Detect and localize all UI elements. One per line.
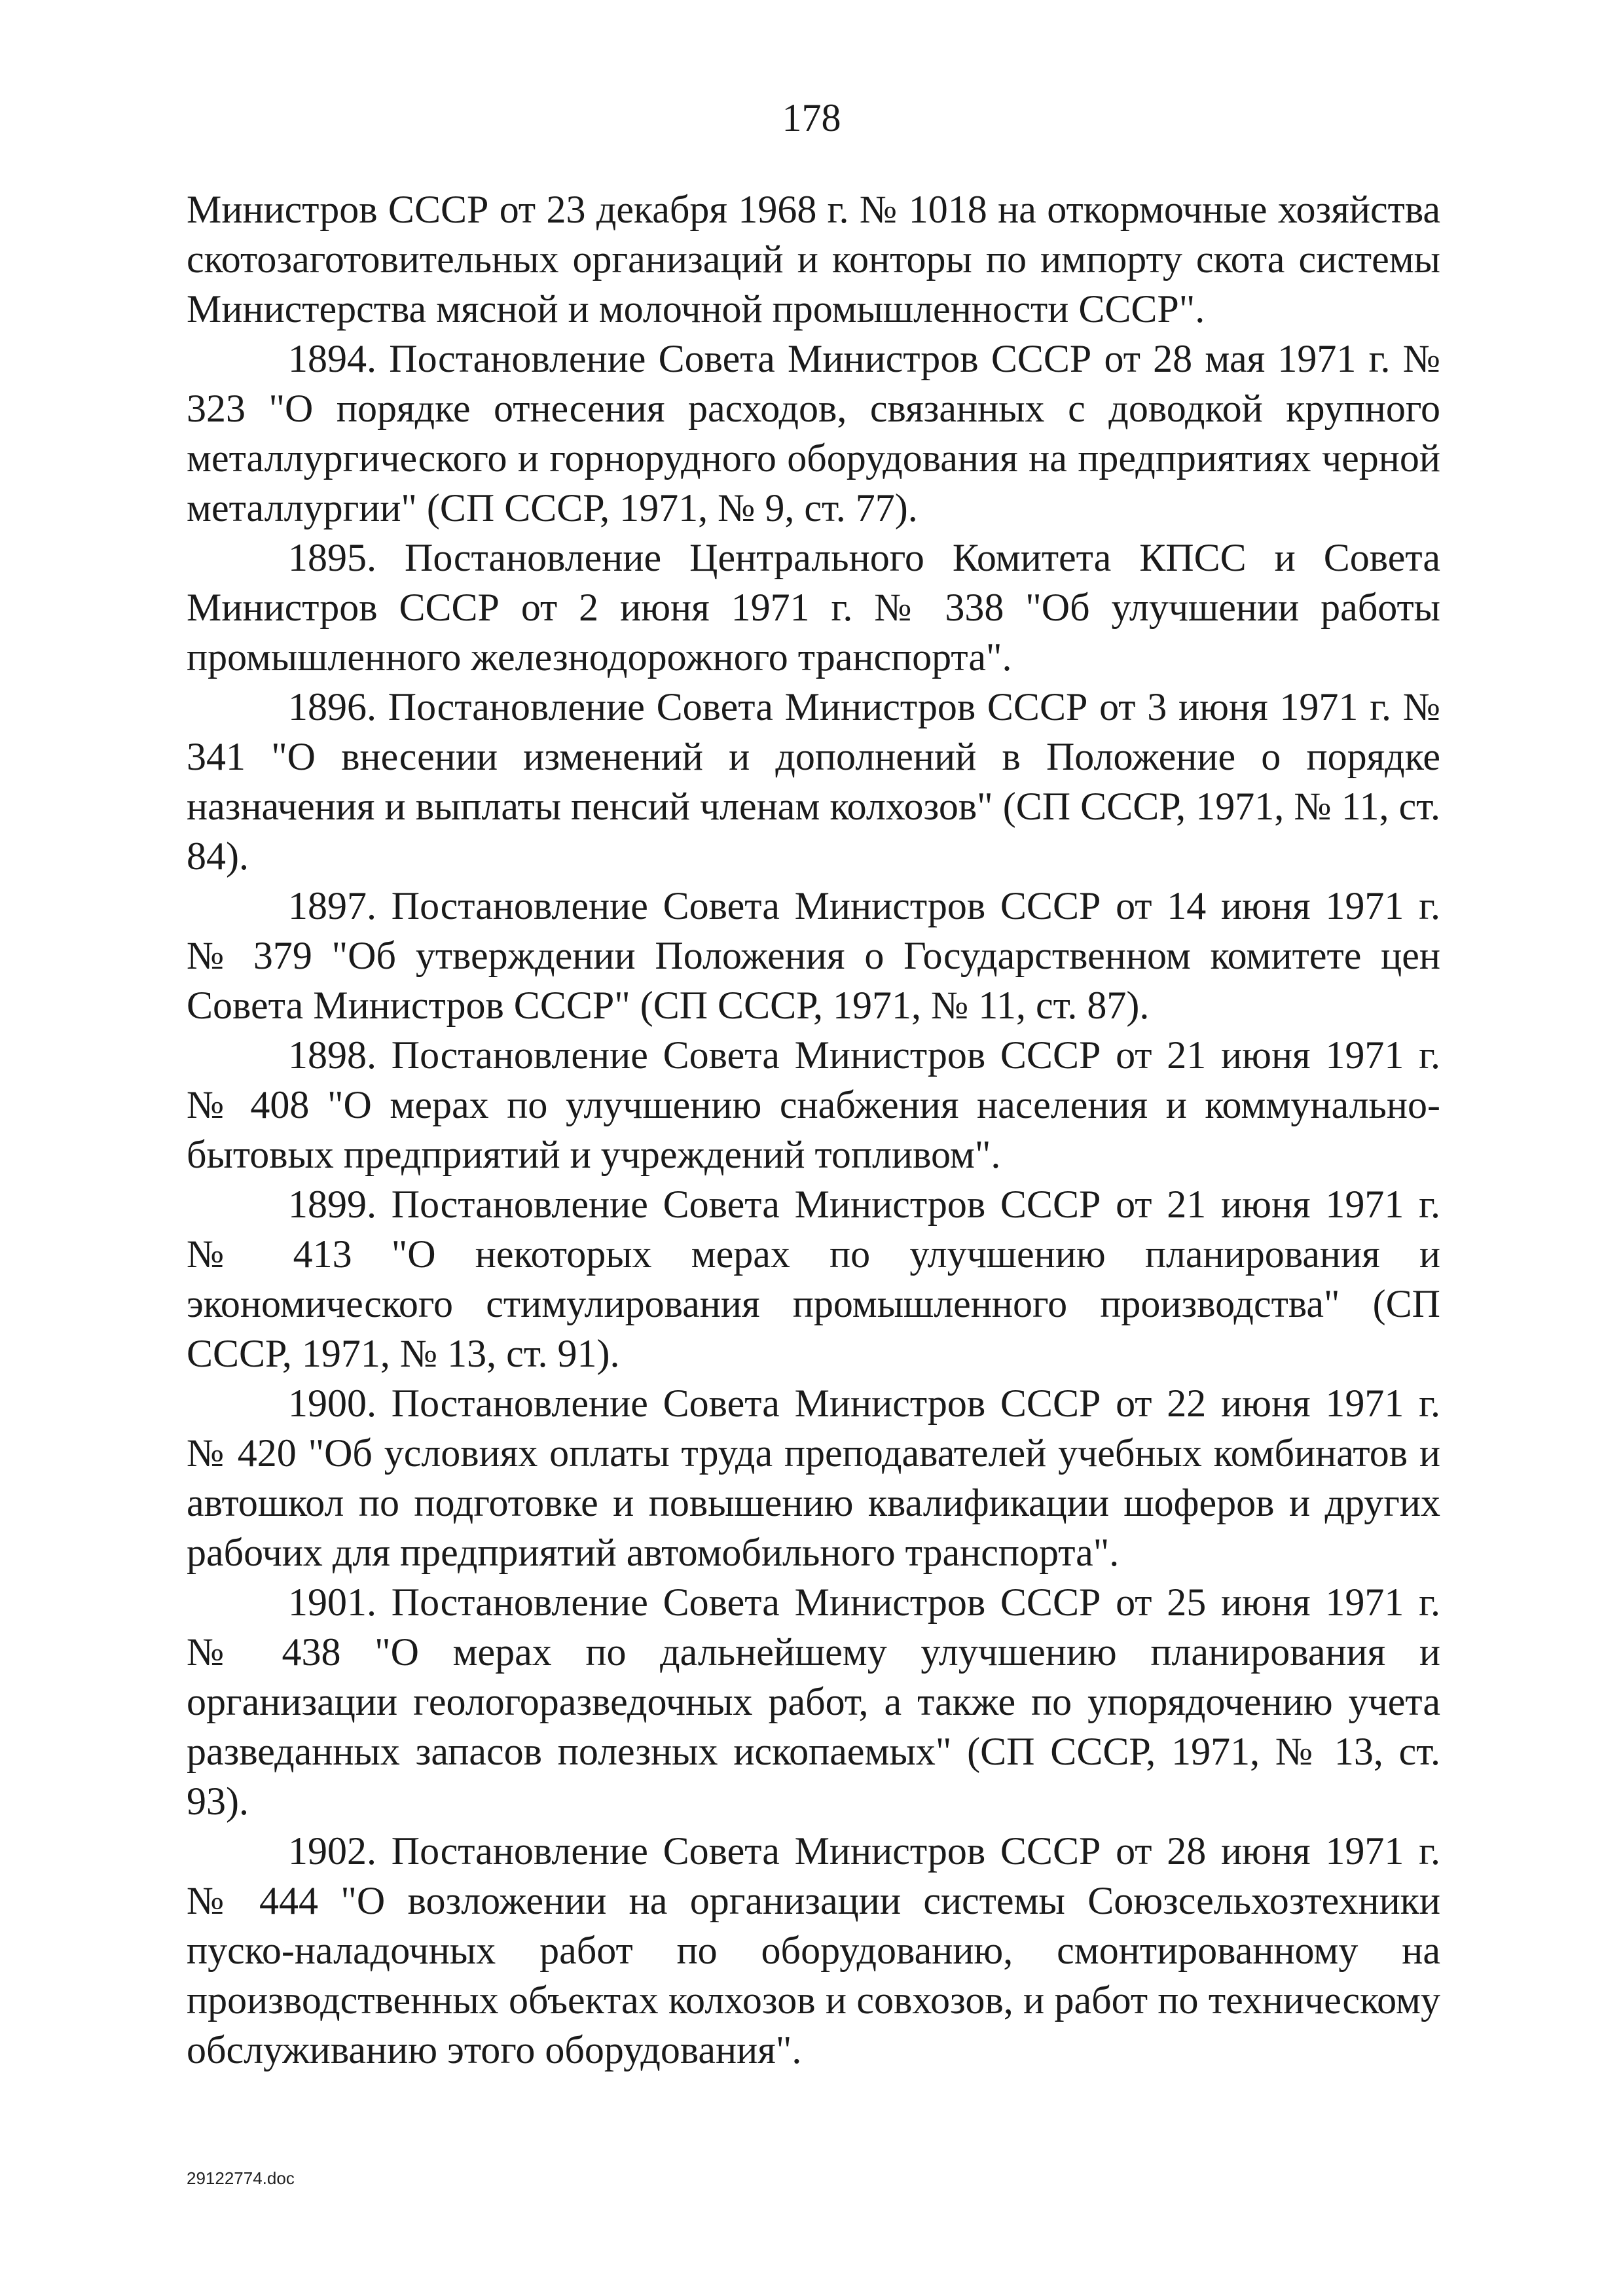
paragraph-item-1896: 1896. Постановление Совета Министров СССР от 3 июня 1971 г. № 341 "О внесении изменений и дополнений в Положение о порядке назначения и выплаты пенсий членам колхозов" (СП СССР, 1971, № 11, ст. 84).: [187, 685, 1440, 878]
footer-filename: 29122774.doc: [187, 2168, 295, 2188]
page-number: 178: [782, 96, 841, 139]
paragraph-item-1894: 1894. Постановление Совета Министров СССР от 28 мая 1971 г. № 323 "О порядке отнесения расходов, связанных с доводкой крупного металлургического и горнорудного оборудования на предприятиях черной металлургии" (СП СССР, 1971, № 9, ст. 77).: [187, 337, 1440, 529]
document-body: [187, 185, 1440, 2075]
paragraph-item-1898: 1898. Постановление Совета Министров СССР от 21 июня 1971 г. № 408 "О мерах по улучшению снабжения населения и коммунально-бытовых предприятий и учреждений топливом".: [187, 1033, 1440, 1176]
paragraph-continuation: Министров СССР от 23 декабря 1968 г. № 1018 на откормочные хозяйства скотозаготовительных организаций и конторы по импорту скота системы Министерства мясной и молочной промышленности СССР".: [187, 188, 1440, 331]
paragraph-item-1895: 1895. Постановление Центрального Комитета КПСС и Совета Министров СССР от 2 июня 1971 г. № 338 "Об улучшении работы промышленного железнодорожного транспорта".: [187, 536, 1440, 679]
paragraph-item-1899: 1899. Постановление Совета Министров СССР от 21 июня 1971 г. № 413 "О некоторых мерах по улучшению планирования и экономического стимулирования промышленного производства" (СП СССР, 1971, № 13, ст. 91).: [187, 1183, 1440, 1375]
paragraph-item-1900: 1900. Постановление Совета Министров СССР от 22 июня 1971 г. № 420 "Об условиях оплаты труда преподавателей учебных комбинатов и автошкол по подготовке и повышению квалификации шоферов и других рабочих для предприятий автомобильного транспорта".: [187, 1382, 1440, 1574]
paragraph-item-1901: 1901. Постановление Совета Министров СССР от 25 июня 1971 г. № 438 "О мерах по дальнейшему улучшению планирования и организации геологоразведочных работ, а также по упорядочению учета разведанных запасов полезных ископаемых" (СП СССР, 1971, № 13, ст. 93).: [187, 1581, 1440, 1823]
paragraph-item-1902: 1902. Постановление Совета Министров СССР от 28 июня 1971 г. № 444 "О возложении на организации системы Союзсельхозтехники пуско-наладочных работ по оборудованию, смонтированному на производственных объектах колхозов и совхозов, и работ по техническому обслуживанию этого оборудования".: [187, 1829, 1440, 2072]
paragraph-item-1897: 1897. Постановление Совета Министров СССР от 14 июня 1971 г. № 379 "Об утверждении Положения о Государственном комитете цен Совета Министров СССР" (СП СССР, 1971, № 11, ст. 87).: [187, 884, 1440, 1027]
